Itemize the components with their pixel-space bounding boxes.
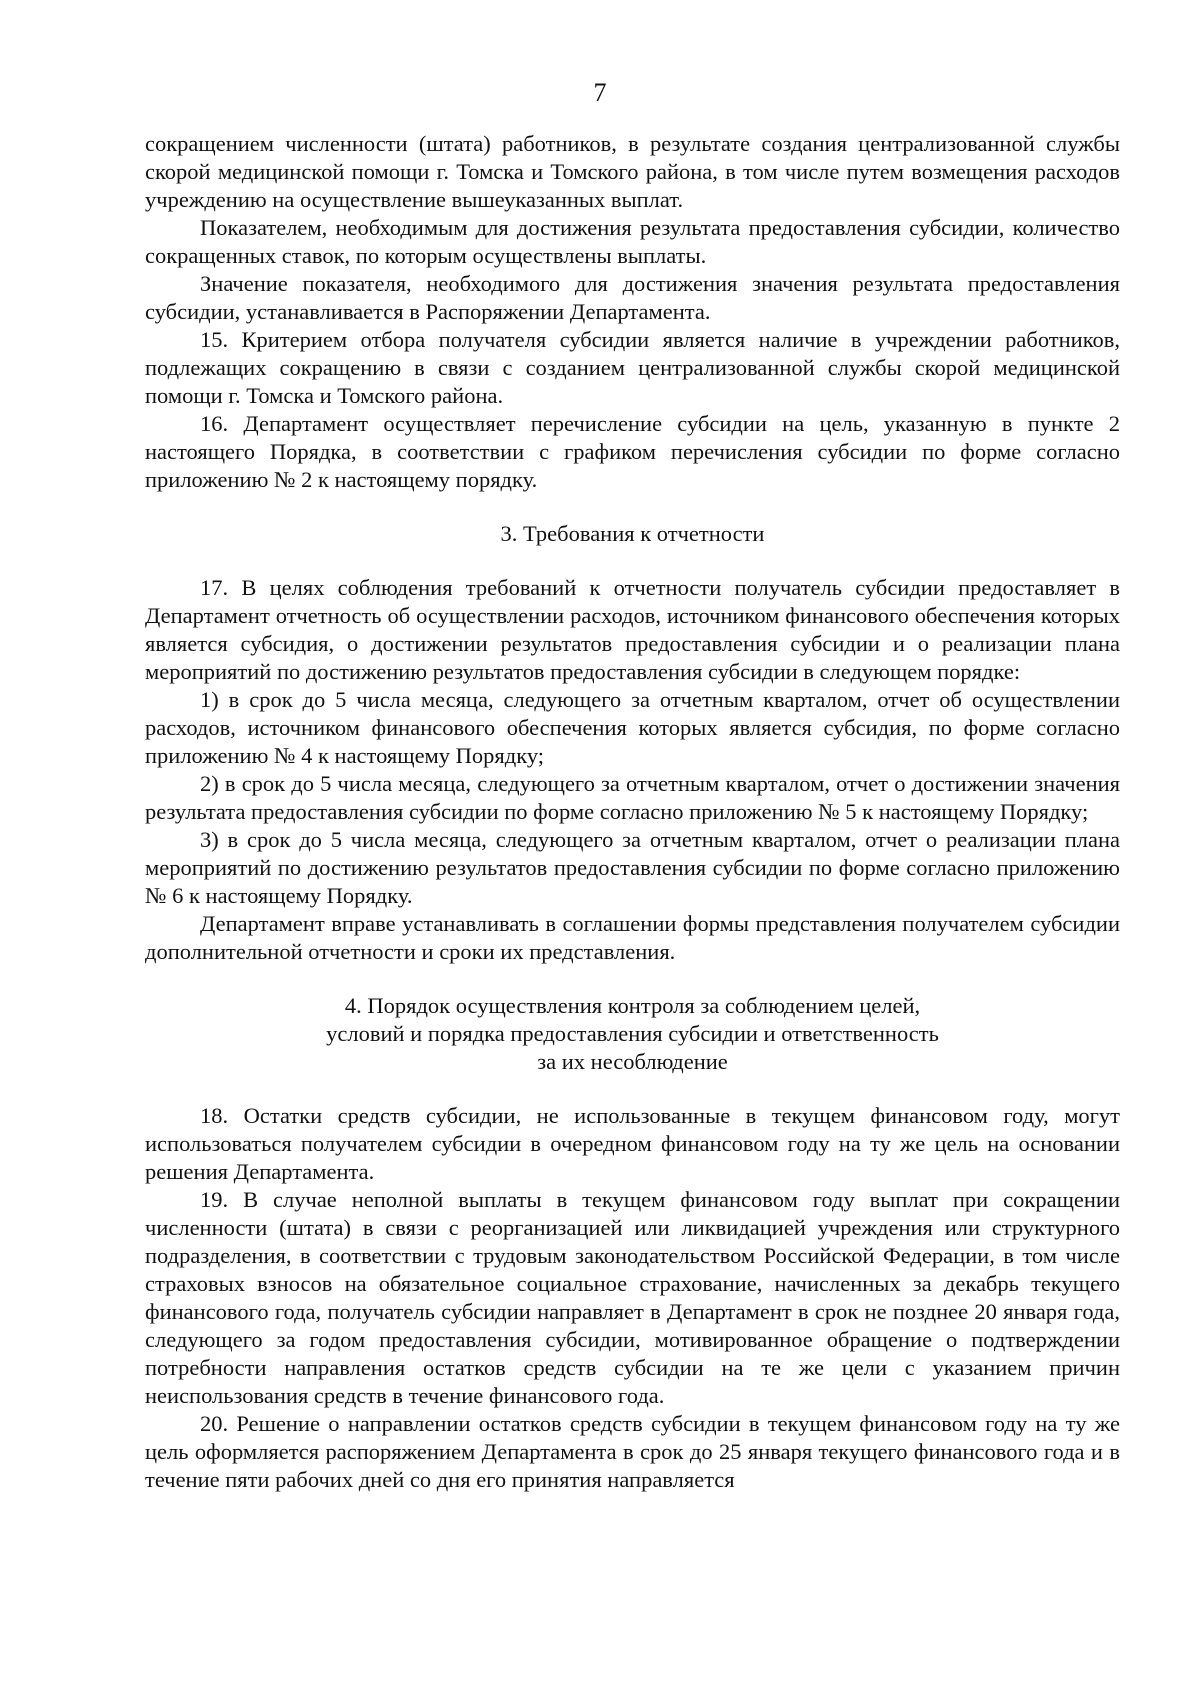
section-3-title: 3. Требования к отчетности xyxy=(500,521,765,546)
paragraph-15: 15. Критерием отбора получателя субсидии является наличие в учреждении работников, подлежащих сокращению в связи с созданием централизованной службы скорой медицинской помощи г. Томска и Томского района. xyxy=(145,327,1120,408)
paragraph-indicator: Показателем, необходимым для достижения результата предоставления субсидии, количество сокращенных ставок, по которым осуществлены выплаты. xyxy=(145,215,1120,268)
section-4-heading xyxy=(145,992,1120,1076)
paragraph-18: 18. Остатки средств субсидии, не использованные в текущем финансовом году, могут использоваться получателем субсидии в очередном финансовом году на ту же цель на основании решения Департамента. xyxy=(145,1103,1120,1184)
paragraph-19: 19. В случае неполной выплаты в текущем финансовом году выплат при сокращении численности (штата) в связи с реорганизацией или ликвидацией учреждения или структурного подразделения, в соответствии с трудовым законодательством Российской Федерации, в том числе страховых взносов на обязательное социальное страхование, начисленных за декабрь текущего финансового года, получатель субсидии направляет в Департамент в срок не позднее 20 января года, следующего за годом предоставления субсидии, мотивированное обращение о подтверждении потребности направления остатков средств субсидии на те же цели с указанием причин неиспользования средств в течение финансового года. xyxy=(145,1187,1120,1408)
section-4-title-line: условий и порядка предоставления субсидии и ответственность xyxy=(326,1021,939,1046)
paragraph-indicator-value: Значение показателя, необходимого для достижения значения результата предоставления субсидии, устанавливается в Распоряжении Департамента. xyxy=(145,271,1120,324)
paragraph-continuation: сокращением численности (штата) работников, в результате создания централизованной службы скорой медицинской помощи г. Томска и Томского района, в том числе путем возмещения расходов учреждению на осуществление вышеуказанных выплат. xyxy=(145,131,1120,212)
paragraph-17-item-1: 1) в срок до 5 числа месяца, следующего за отчетным кварталом, отчет об осуществлении расходов, источником финансового обеспечения которых является субсидия, по форме согласно приложению № 4 к настоящему Порядку; xyxy=(145,687,1120,768)
section-4-title-line: 4. Порядок осуществления контроля за соблюдением целей, xyxy=(344,993,921,1018)
paragraph-17-item-2: 2) в срок до 5 числа месяца, следующего за отчетным кварталом, отчет о достижении значения результата предоставления субсидии по форме согласно приложению № 5 к настоящему Порядку; xyxy=(145,771,1120,824)
page-number: 7 xyxy=(593,78,607,107)
section-4-title-line: за их несоблюдение xyxy=(537,1049,728,1074)
section-3-heading xyxy=(145,520,1120,548)
paragraph-17-item-3: 3) в срок до 5 числа месяца, следующего за отчетным кварталом, отчет о реализации плана мероприятий по достижению результатов предоставления субсидии по форме согласно приложению № 6 к настоящему Порядку. xyxy=(145,827,1120,908)
paragraph-16: 16. Департамент осуществляет перечисление субсидии на цель, указанную в пункте 2 настоящего Порядка, в соответствии с графиком перечисления субсидии по форме согласно приложению № 2 к настоящему порядку. xyxy=(145,411,1120,492)
paragraph-17: 17. В целях соблюдения требований к отчетности получатель субсидии предоставляет в Департамент отчетность об осуществлении расходов, источником финансового обеспечения которых является субсидия, о достижении результатов предоставления субсидии и о реализации плана мероприятий по достижению результатов предоставления субсидии в следующем порядке: xyxy=(145,575,1120,684)
paragraph-additional-reporting: Департамент вправе устанавливать в соглашении формы представления получателем субсидии дополнительной отчетности и сроки их представления. xyxy=(145,911,1120,964)
paragraph-20: 20. Решение о направлении остатков средств субсидии в текущем финансовом году на ту же цель оформляется распоряжением Департамента в срок до 25 января текущего финансового года и в течение пяти рабочих дней со дня его принятия направляется xyxy=(145,1411,1120,1492)
document-body xyxy=(145,130,1120,1494)
